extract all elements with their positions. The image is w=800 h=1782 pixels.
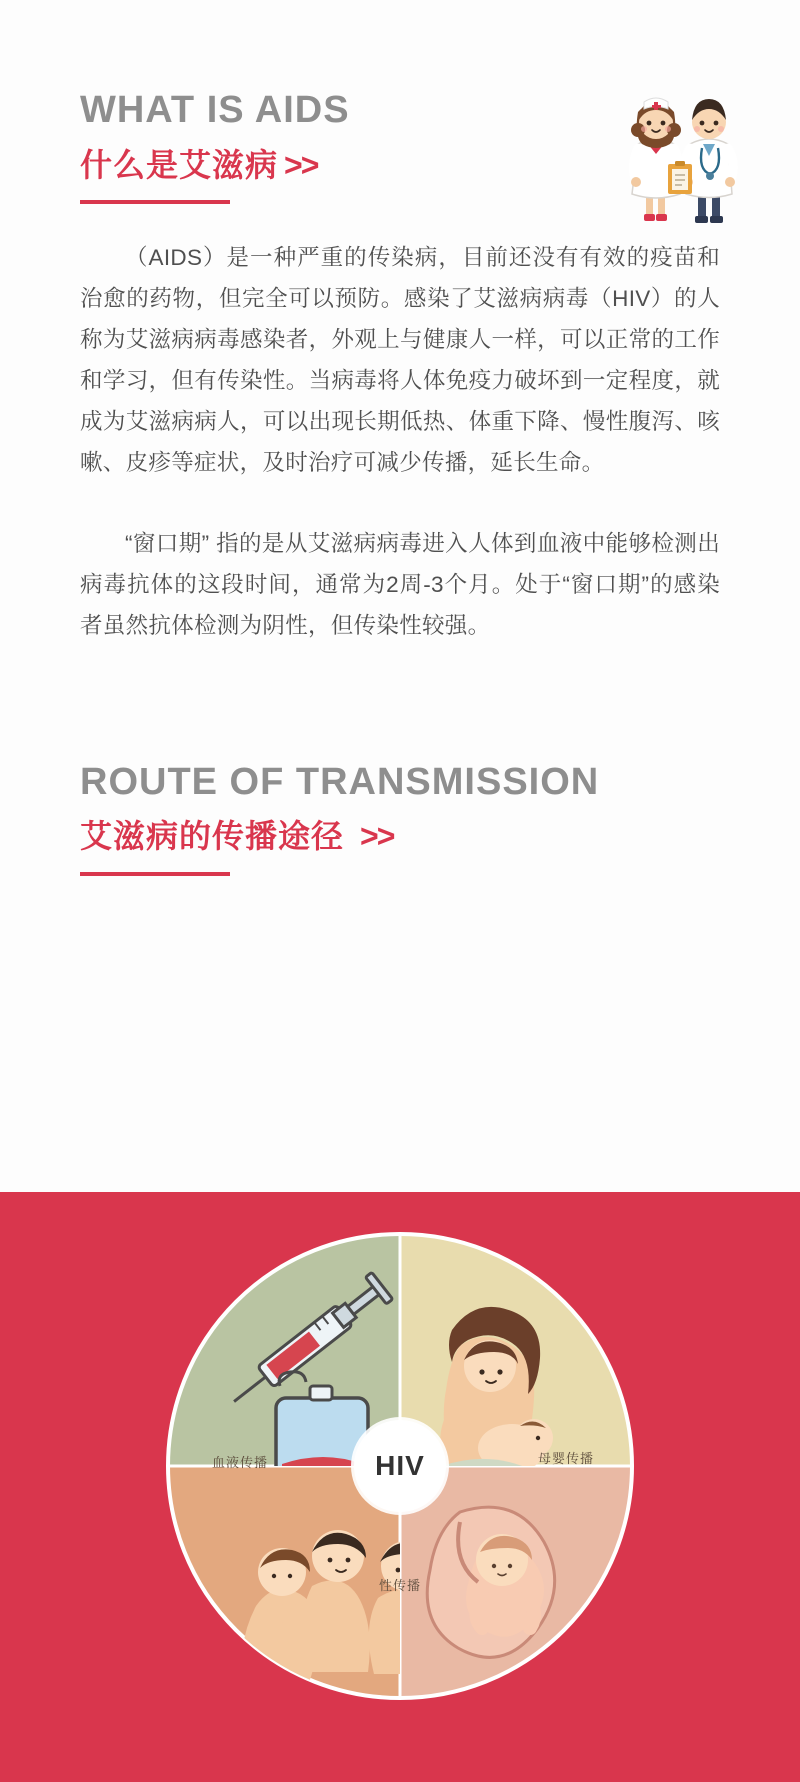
section2-arrows: >> <box>360 818 394 855</box>
wheel-label-mother-to-child: 母婴传播 <box>537 1451 594 1466</box>
section2-chinese-title-text: 艾滋病的传播途径 <box>80 818 345 855</box>
section2-english-title: ROUTE OF TRANSMISSION <box>80 760 600 803</box>
wheel-label-blood: 血液传播 <box>212 1455 269 1470</box>
transmission-wheel <box>160 1226 640 1706</box>
transmission-banner <box>0 1192 800 1782</box>
section1-paragraph-2: “窗口期” 指的是从艾滋病病毒进入人体到血液中能够检测出病毒抗体的这段时间，通常为2周-3个月。处于“窗口期”的感染者虽然抗体检测为阴性，但传染性较强。 <box>80 530 720 638</box>
section2-chinese-title <box>80 817 720 855</box>
wheel-label-sexual: 性传播 <box>378 1578 422 1593</box>
section-what-is-aids <box>0 0 800 647</box>
section1-paragraph-1: （AIDS）是一种严重的传染病，目前还没有有效的疫苗和治愈的药物，但完全可以预防。感染了艾滋病病毒（HIV）的人称为艾滋病病毒感染者，外观上与健康人一样，可以正常的工作和学习，但有传染性。当病毒将人体免疫力破坏到一定程度，就成为艾滋病病人，可以出现长期低热、体重下降、慢性腹泻、咳嗽、皮疹等症状，及时治疗可减少传播，延长生命。 <box>80 245 720 475</box>
section1-english-title: WHAT IS AIDS <box>80 89 350 131</box>
section1-chinese-title-text: 什么是艾滋病 <box>80 146 279 183</box>
section2-underline <box>80 872 230 876</box>
hiv-center-label: HIV <box>354 1420 446 1512</box>
section1-arrows: >> <box>284 146 318 183</box>
section1-underline <box>80 200 230 204</box>
section-route-of-transmission <box>0 647 800 876</box>
doctor-nurse-illustration <box>602 78 742 228</box>
